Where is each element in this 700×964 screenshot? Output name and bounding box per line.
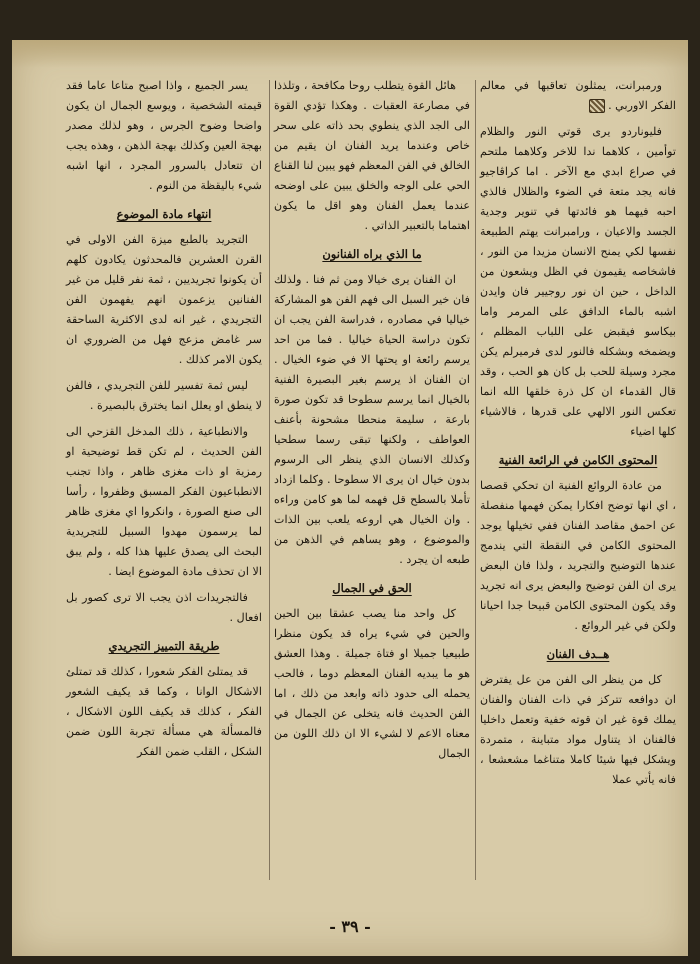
- section-heading: انتهاء مادة الموضوع: [116, 207, 212, 221]
- paragraph: كل واحد منا يصب عشقا بين الحين والحين في شيء يراه قد يكون منظرا طبيعيا جميلا او فتاة جميلة . وهذا العشق هو ما يبديه الفنان المعظم دوما ، فالحب يحمله الى حدود ذاته وابعد من ذلك ، اما الفن الحديث فانه يتخلى عن الجمال في معناه الاعم لا لشيء الا ان ذلك اللون من الجمال: [274, 607, 470, 760]
- section-heading: ما الذي براه الفنانون: [322, 247, 422, 261]
- paragraph: هائل القوة يتطلب روحا مكافحة ، وتلذذا في مصارعة العقبات . وهكذا تؤدي القوة الى الجد الذي ينطوي بحد ذاته على سحر خاص وعندما يريد الفنان ان يقيم من الخالق في الفن المعظم فهو يبين لنا القناع الحي على الوجه والخلق يبين على اوضحه عندما يعمل الفنان وهو اقل ما يكون اهتماما بالتعبير الذاتي .: [274, 79, 470, 232]
- column-left: [66, 76, 262, 768]
- paragraph: التجريد بالطبع ميزة الفن الاولى في القرن العشرين فالمحدثون يكادون كلهم أن يكونوا تجريديين ، ثمة نفر قليل من غير الفنانين يزعمون انهم يفهمون الفن التجريدي ، غير انه لدى الاكثرية الساحقة سر غامض مزعج فهل من الضروري ان يكون الامر كذلك .: [66, 233, 262, 366]
- column-divider: [269, 80, 270, 880]
- page-number: - ٣٩ -: [329, 917, 371, 936]
- paragraph: قد يمتلئ الفكر شعورا ، كذلك قد تمتلئ الاشكال الوانا ، وكما قد يكيف الشعور الفكر ، كذلك قد يكيف اللون الاشكال ، فالمسألة هي مسألة تجربة اللون ضمن الشكل ، القلب ضمن الفكر: [66, 665, 262, 758]
- paragraph: من عادة الروائع الفنية ان تحكي قصصا ، اي انها توضح افكارا يمكن فهمها منفصلة عن احمق مقاصد الفنان ففي تخيلها يوجد المحتوى الكامن في النقطة التي يندمج عندها التوضيح والتجريد ، ولذا فان البعض يرى ان الفن توضيح والبعض يرى انه تجريد وقد يكون المحتوى الكامن قبيحا جدا احيانا ولكن في غير الروائع .: [480, 479, 676, 632]
- paragraph: فالتجريدات اذن يجب الا ترى كصور بل افعال .: [66, 591, 262, 624]
- column-divider: [475, 80, 476, 880]
- paragraph: ورمبرانت، يمثلون تعاقبها في معالم الفكر الاوربي .: [480, 79, 676, 112]
- paragraph: يسر الجميع ، واذا اصبح متاعا عاما فقد قيمته الشخصية ، ويوسع الجمال ان يكون واضحا وضوح الجرس ، وهو لذلك مصدر بهجة العين وكذلك بهجة الذهن ، وهذه يجب ان تتعادل بالسرور المجرد ، انها اشبه شيء باليقظة من النوم .: [66, 79, 262, 192]
- column-middle: [274, 76, 470, 770]
- paragraph: كل من ينظر الى الفن من عل يفترض ان دوافعه تتركز في ذات الفنان والفنان يملك قوة غير ان قوته خفية وتعمل داخليا فالفنان اذ يتناول مواد متباينة ، متمردة ويشكل فيها شيئا كاملا متناغما مشعشعا ، فانه يأتي عملا: [480, 673, 676, 786]
- section-heading: المحتوى الكامن في الرائعة الفنية: [498, 453, 658, 467]
- paragraph: والانطباعية ، ذلك المدخل القزحي الى الفن الحديث ، لم تكن قط توضيحية او رمزية او ذات مغزى ظاهر ، واذا تجنب الانطباعيون الفكر المسبق وظفروا ، رأسا الى صنع الصورة ، وانكروا اي مغزى ظاهر لما يرسمون مهدوا السبيل للتجريدية البحث الى يصدق عليها هذا كله ، ولم يبق الا ان تحذف مادة الموضوع ايضا .: [66, 425, 262, 578]
- paragraph: ان الفنان يرى خيالا ومن ثم فنا . ولذلك فان خير السبل الى فهم الفن هو المشاركة خياليا في مصادره ، فدراسة الفن يجب ان تكون دراسة الحياة خياليا . فما من احد يرسم رائعة او يحتها الا في ضوء الخيال . ان الفنان اذ يرسم بغير البصيرة الفنية بالخيال انما يرسم سطوحا قد تكون صورة بارعة ، سليمة منحطا مشحونة بأعنف العواطف ، ولكنها تبقى رسما سطحيا وكذلك الانسان الذي ينظر الى الرسوم بدون خيال ان يرى الا سطوحا . وكلما ازداد تأملا بالسطح قل فهمه لما هو كامن وراءه . وان الخيال هي اروعه يلعب بين الذات والموضوع ، وهو يساهم في الذهن من طبعه ان يجرد .: [274, 273, 470, 566]
- section-heading: الحق في الجمال: [332, 581, 412, 595]
- ornament-icon: [589, 99, 605, 113]
- magazine-page: [12, 40, 688, 956]
- section-heading: طريقة التمييز التجريدي: [108, 639, 220, 653]
- paragraph: فليوناردو يرى قوتي النور والظلام توأمين ، كلاهما ندا للاخر وكلاهما ملتحم في صراع ابدي مع الآخر . اما كراڤاجيو فانه يجد متعة في الضوء والظلال فالذي احبه فيهما هو فائدتها في تنوير وجدية الجسد والاعيان ، ورامبرانت يهتم الطبيعة نفسها لكي يمنح الانسان مزيدا من النور ، فاشخاصه يقيمون في الظل ويشعون من الداخل ، حين ان نور روجيير فان وايدن اشبه بالماء الدافق على المرمر واما بيكاسو فيقبض على اللباب المظلم ، ويضمخه وبشكله فالنور لدى فرميرلم يكن مجرد وسيلة للحب بل كان هو الحب ، وقد قال القدماء ان كل ذرة خلقها الله انما تعكس النور الالهي على قدرها ، فالاشياء كلها اضياء: [480, 125, 676, 438]
- section-heading: هــدف الفنان: [546, 647, 610, 661]
- column-right: [480, 76, 676, 796]
- paragraph: ليس ثمة تفسير للفن التجريدي ، فالفن لا ينطق او يعلل انما يخترق بالبصيرة .: [66, 379, 262, 412]
